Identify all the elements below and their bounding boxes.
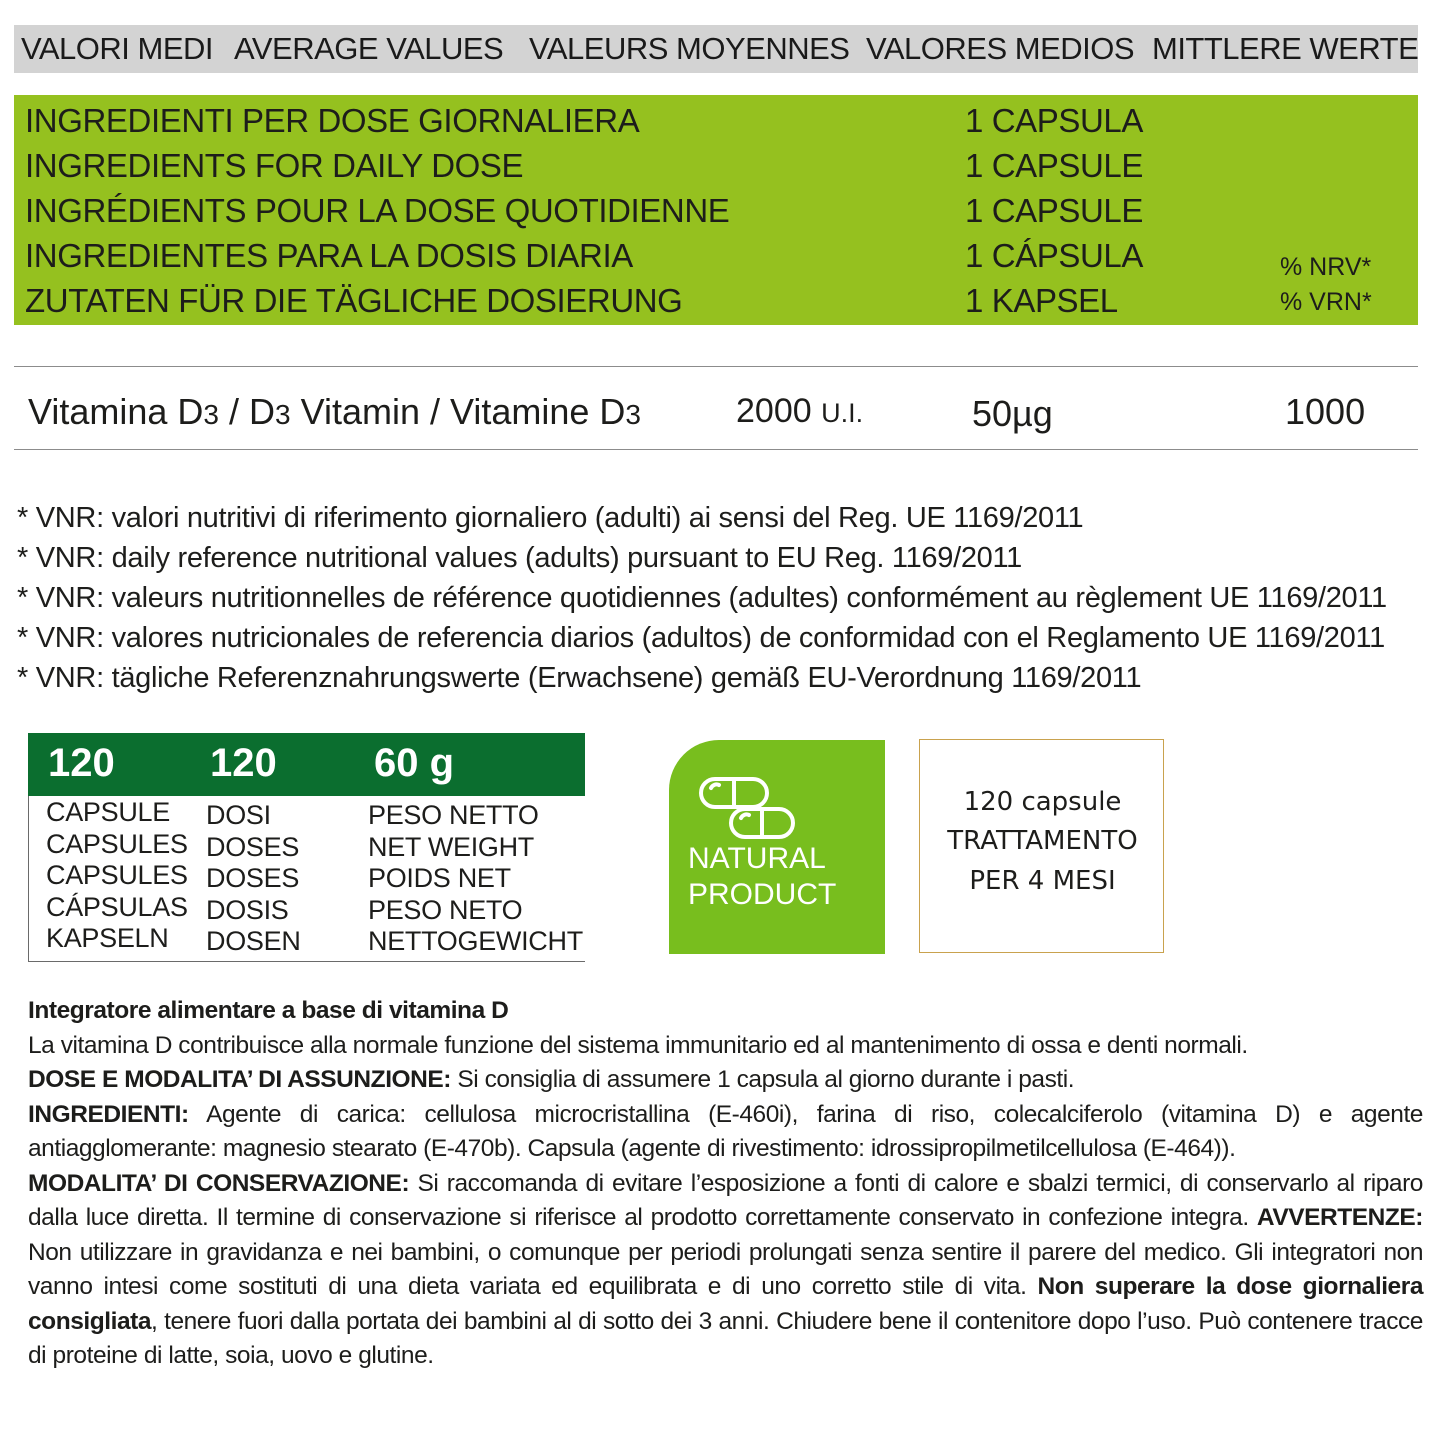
pack-word: DOSIS xyxy=(206,894,289,925)
pack-contents-header xyxy=(28,733,585,796)
dose-label-it: 1 CAPSULA xyxy=(965,102,1143,139)
nrv-label: % NRV* xyxy=(1280,253,1372,281)
description-title: Integratore alimentare a base di vitamina D xyxy=(28,997,509,1024)
pack-left-border xyxy=(28,796,29,962)
dose-label-en: 1 CAPSULE xyxy=(965,147,1143,184)
treatment-duration: PER 4 MESI xyxy=(969,866,1116,896)
pack-word: POIDS NET xyxy=(368,863,511,893)
footnote-it: * VNR: valori nutritivi di riferimento giornaliero (adulti) ai sensi del Reg. UE 1169/2011 xyxy=(17,502,1084,534)
pack-column-weight xyxy=(368,800,583,958)
ingredients-header-line-en: INGREDIENTS FOR DAILY DOSE xyxy=(25,147,524,184)
dose-label-de: 1 KAPSEL xyxy=(965,282,1118,319)
pack-word: CÁPSULAS xyxy=(46,891,188,922)
ingredients-header-band xyxy=(14,95,1418,325)
product-description xyxy=(28,994,1423,1374)
average-values-label-de: MITTLERE WERTE xyxy=(1152,31,1419,66)
vitamin-name: Vitamina D3 / D3 Vitamin / Vitamine D3 xyxy=(28,391,641,432)
dose-count: 120 xyxy=(210,741,277,785)
dose-label-es: 1 CÁPSULA xyxy=(965,237,1143,274)
natural-product-badge xyxy=(669,740,885,954)
treatment-label: TRATTAMENTO xyxy=(947,826,1138,856)
vitamin-nrv-value: 1000 xyxy=(1285,391,1366,432)
pack-word: DOSES xyxy=(206,831,300,862)
description-intro: La vitamina D contribuisce alla normale funzione del sistema immunitario ed al mantenimento di ossa e denti normali. xyxy=(28,1031,1248,1059)
footnote-es: * VNR: valores nutricionales de referencia diarios (adultos) de conformidad con el Reglamento UE 1169/2011 xyxy=(17,622,1385,654)
pack-word: DOSEN xyxy=(206,926,301,956)
divider-top xyxy=(14,366,1418,367)
dose-label-fr: 1 CAPSULE xyxy=(965,192,1143,229)
pack-word: PESO NETO xyxy=(368,894,523,925)
treatment-box xyxy=(919,739,1164,953)
footnote-en: * VNR: daily reference nutritional values (adults) pursuant to EU Reg. 1169/2011 xyxy=(17,542,1022,574)
divider-bottom xyxy=(14,449,1418,450)
pack-bottom-border xyxy=(28,961,585,962)
description-ingredients: INGREDIENTI: Agente di carica: cellulosa microcristallina (E-460i), farina di riso, colecalciferolo (vitamina D) e agente antiagglomerante: magnesio stearato (E-470b). Capsula (agente di rivestimento: idrossipropilmetilcellulosa (E-464)). xyxy=(28,1100,1423,1162)
footnote-fr: * VNR: valeurs nutritionnelles de référence quotidiennes (adultes) conformément au règlement UE 1169/2011 xyxy=(17,582,1387,614)
pack-word: CAPSULES xyxy=(46,828,188,859)
capsule-count: 120 xyxy=(48,741,115,785)
net-weight: 60 g xyxy=(374,741,455,785)
pack-word: DOSES xyxy=(206,863,300,893)
ingredients-header-line-de: ZUTATEN FÜR DIE TÄGLICHE DOSIERUNG xyxy=(25,282,683,319)
badge-line-2: PRODUCT xyxy=(688,878,837,911)
pack-word: PESO NETTO xyxy=(368,800,539,830)
vitamin-iu: 2000 U.I. xyxy=(736,392,864,430)
vitamin-amount: 50µg xyxy=(972,393,1053,434)
vrn-label: % VRN* xyxy=(1280,288,1372,316)
badge-line-1: NATURAL xyxy=(688,842,826,875)
average-values-label-fr: VALEURS MOYENNES xyxy=(529,31,850,66)
pack-column-capsules xyxy=(46,797,188,955)
pack-word: CAPSULES xyxy=(46,860,188,890)
ingredients-header-line-es: INGREDIENTES PARA LA DOSIS DIARIA xyxy=(25,237,633,274)
description-dose: DOSE E MODALITA’ DI ASSUNZIONE: Si consiglia di assumere 1 capsula al giorno durante i pasti. xyxy=(28,1066,1075,1093)
pack-word: NET WEIGHT xyxy=(368,831,535,862)
pack-word: DOSI xyxy=(206,800,271,830)
pack-word: CAPSULE xyxy=(46,797,170,827)
average-values-bar xyxy=(14,25,1418,73)
pack-word: KAPSELN xyxy=(46,923,169,953)
average-values-label-es: VALORES MEDIOS xyxy=(866,31,1135,66)
average-values-label-en: AVERAGE VALUES xyxy=(234,31,504,66)
pack-contents-table xyxy=(28,733,585,963)
treatment-capsules: 120 capsule xyxy=(963,787,1122,817)
capsules-icon xyxy=(697,757,797,849)
pack-word: NETTOGEWICHT xyxy=(368,926,583,956)
description-storage-warnings: MODALITA’ DI CONSERVAZIONE: Si raccomanda di evitare l’esposizione a fonti di calore e sbalzi termici, di conservarlo al riparo dalla luce diretta. Il termine di conservazione si riferisce al prodotto correttamente conservato in confezione integra. AVVERTENZE: Non utilizzare in gravidanza e nei bambini, o comunque per periodi prolungati senza sentire il parere del medico. Gli integratori non vanno intesi come sostituti di una dieta variata ed equilibrata e di uno corretto stile di vita. Non superare la dose giornaliera consigliata, tenere fuori dalla portata dei bambini al di sotto dei 3 anni. Chiudere bene il contenitore dopo l’uso. Può contenere tracce di proteine di latte, soia, uovo e glutine. xyxy=(28,1169,1423,1369)
pack-column-doses xyxy=(206,800,301,958)
ingredients-header-line-fr: INGRÉDIENTS POUR LA DOSE QUOTIDIENNE xyxy=(25,192,730,229)
average-values-label-it: VALORI MEDI xyxy=(21,31,214,66)
footnote-de: * VNR: tägliche Referenznahrungswerte (Erwachsene) gemäß EU-Verordnung 1169/2011 xyxy=(17,662,1142,694)
ingredients-header-line-it: INGREDIENTI PER DOSE GIORNALIERA xyxy=(25,102,640,139)
